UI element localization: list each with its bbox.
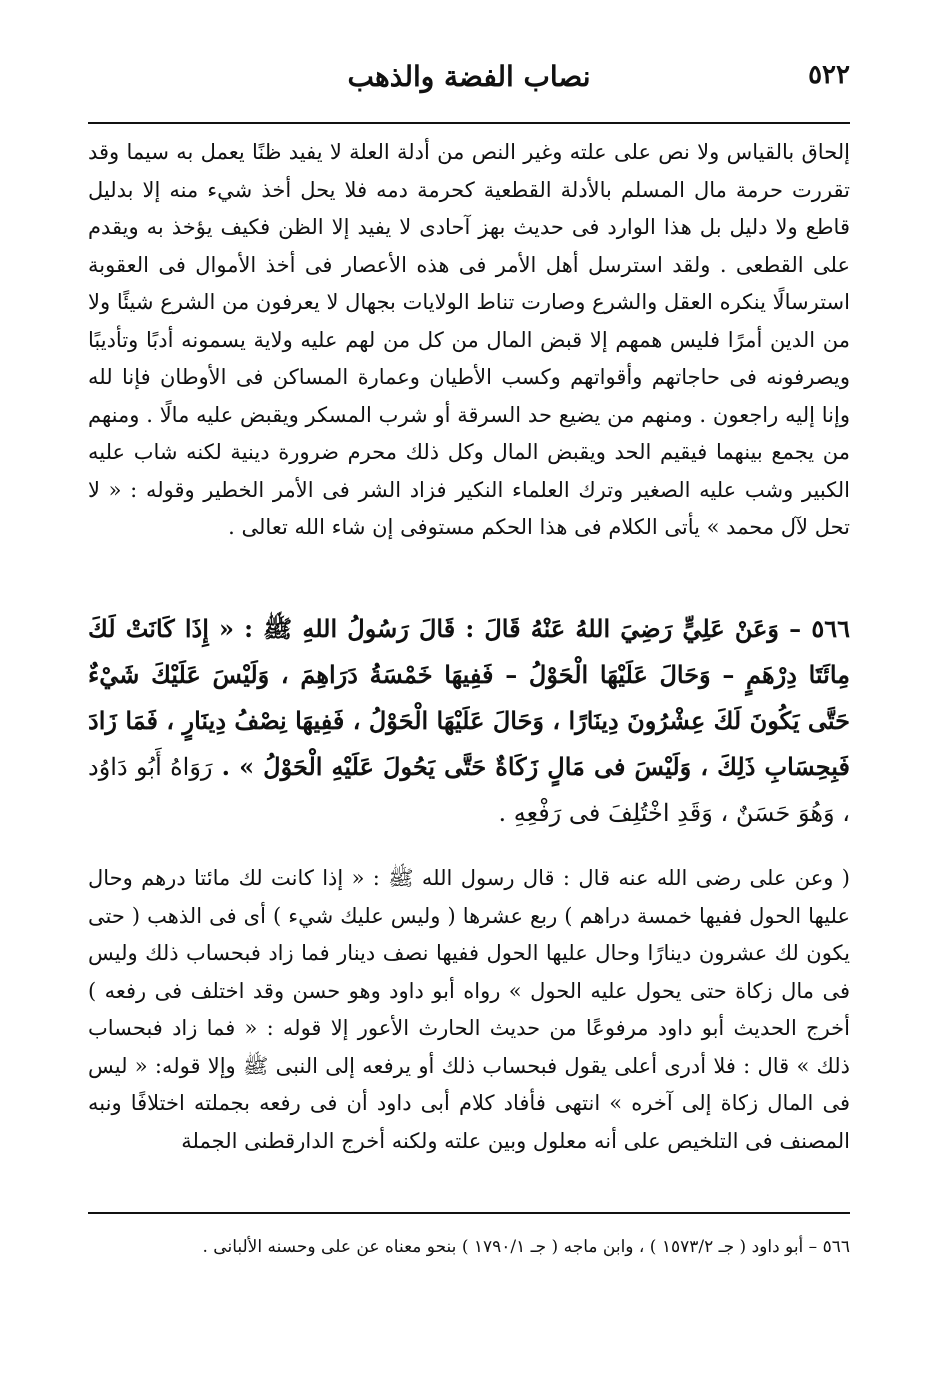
- footnote: ٥٦٦ – أبو داود ( جـ ١٥٧٣/٢ ) ، وابن ماجه ( جـ ١٧٩٠/١ ) بنحو معناه عن على وحسنه الألبانى .: [202, 1237, 850, 1257]
- footnote-divider: [88, 1212, 850, 1214]
- running-header: [88, 60, 850, 104]
- commentary-paragraph: إلحاق بالقياس ولا نص على علته وغير النص من أدلة العلة لا يفيد ظنًا يعمل به سيما وقد تقررت حرمة مال المسلم بالأدلة القطعية كحرمة دمه فلا يحل أخذ شيء منه إلا بدليل قاطع ولا دليل بل هذا الوارد فى حديث بهز آحادى لا يفيد إلا الظن فكيف يؤخذ به ويقدم على القطعى . ولقد استرسل أهل الأمر فى هذه الأعصار فى أخذ الأموال فى العقوبة استرسالًا ينكره العقل والشرع وصارت تناط الولايات بجهال لا يعرفون من الشرع شيئًا ولا من الدين أمرًا فليس همهم إلا قبض المال من كل من لهم عليه ولاية يسمونه أدبًا وتأديبًا ويصرفونه فى حاجاتهم وأقواتهم وكسب الأطيان وعمارة المساكن فى الأوطان فإنا لله وإنا إليه راجعون . ومنهم من يضيع حد السرقة أو شرب المسكر ويقبض عليه مالًا . ومنهم من يجمع بينهما فيقيم الحد ويقبض المال وكل ذلك محرم ضرورة دينية لكنه شاب عليه الكبير وشب عليه الصغير وترك العلماء النكير فزاد الشر فى الأمر الخطير وقوله : « لا تحل لآل محمد » يأتى الكلام فى هذا الحكم مستوفى إن شاء الله تعالى .: [88, 140, 850, 539]
- header-divider: [88, 122, 850, 124]
- page-number: ٥٢٢: [808, 60, 850, 90]
- hadith-paragraph: [88, 606, 850, 836]
- explanation-paragraph: ( وعن على رضى الله عنه قال : قال رسول الله ﷺ : « إذا كانت لك مائتا درهم وحال عليها الحول ففيها خمسة دراهم ) ربع عشرها ( وليس عليك شيء ) أى فى الذهب ( حتى يكون لك عشرون دينارًا وحال عليها الحول ففيها نصف دينار فما زاد فبحساب ذلك وليس فى مال زكاة حتى يحول عليه الحول » رواه أبو داود وهو حسن وقد اختلف فى رفعه ) أخرج الحديث أبو داود مرفوعًا من حديث الحارث الأعور إلا قوله : « فما زاد فبحساب ذلك » قال : فلا أدرى أعلى يقول فبحساب ذلك أو يرفعه إلى النبى ﷺ وإلا قوله: « ليس فى المال زكاة إلى آخره » انتهى فأفاد كلام أبى داود أن فى رفعه بجملته اختلافًا ونبه المصنف فى التلخيص على أنه معلول وبين علته ولكنه أخرج الدارقطنى الجملة: [88, 866, 850, 1153]
- hadith-narration: رَوَاهُ أَبُو دَاوُد ، وَهُوَ حَسَنٌ ، وَقَدِ اخْتُلِفَ فى رَفْعِهِ .: [88, 753, 850, 827]
- hadith-text: ٥٦٦ – وَعَنْ عَلِيٍّ رَضِيَ اللهُ عَنْهُ قَالَ : قَالَ رَسُولُ اللهِ ﷺ : « إِذَا كَانَتْ لَكَ مِائَتَا دِرْهَمٍ – وَحَالَ عَلَيْهَا الْحَوْلُ – فَفِيهَا خَمْسَةُ دَرَاهِمَ ، وَلَيْسَ عَلَيْكَ شَيْءٌ حَتَّى يَكُونَ لَكَ عِشْرُونَ دِينَارًا ، وَحَالَ عَلَيْهَا الْحَوْلُ ، فَفِيهَا نِصْفُ دِينَارٍ ، فَمَا زَادَ فَبِحِسَابِ ذَلِكَ ، وَلَيْسَ فى مَالٍ زَكَاةٌ حَتَّى يَحُولَ عَلَيْهِ الْحَوْلُ » .: [88, 614, 851, 781]
- page-title: نصاب الفضة والذهب: [347, 60, 591, 93]
